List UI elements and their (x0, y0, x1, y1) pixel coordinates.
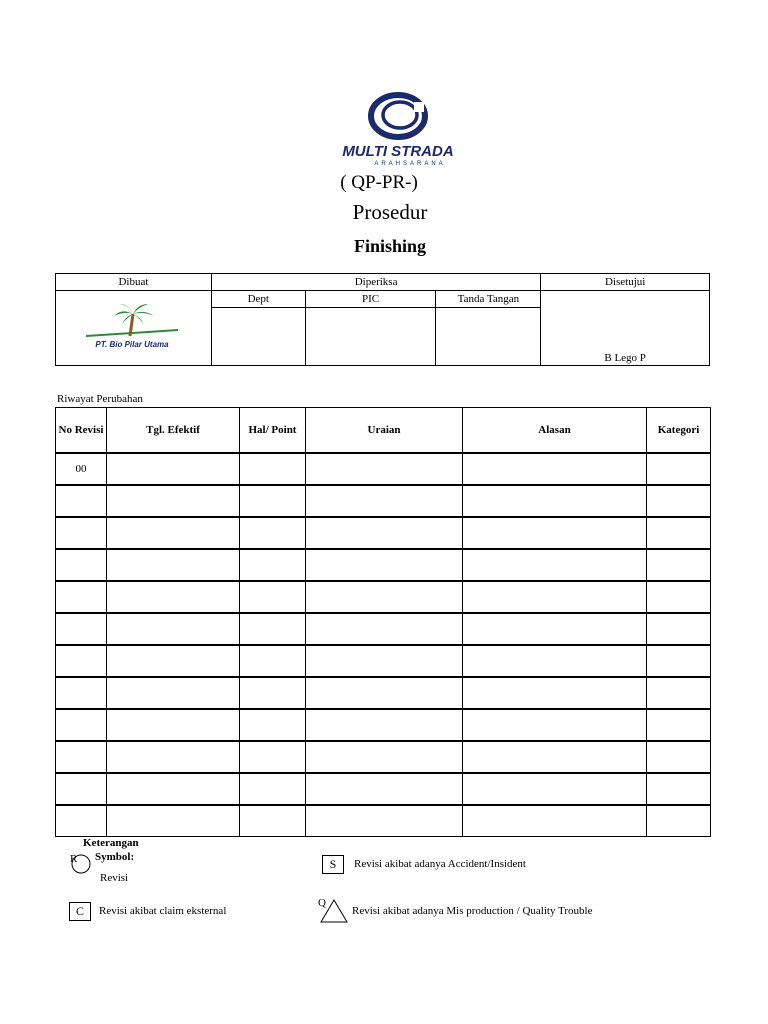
table-cell (240, 645, 306, 677)
table-cell (240, 549, 306, 581)
table-cell (463, 549, 647, 581)
pic-signature-cell (305, 308, 436, 366)
table-cell (56, 709, 107, 741)
table-cell (647, 453, 711, 485)
legend-symbol-q: Q (318, 897, 326, 909)
palm-tree-logo-icon (78, 302, 188, 352)
table-cell (306, 613, 463, 645)
pic-header: PIC (305, 291, 436, 308)
table-cell (107, 741, 240, 773)
column-header-kategori: Kategori (647, 408, 711, 454)
dibuat-header: Dibuat (56, 274, 212, 291)
table-cell (463, 709, 647, 741)
table-cell (306, 453, 463, 485)
table-row (56, 677, 711, 709)
table-cell (647, 709, 711, 741)
table-cell (306, 805, 463, 837)
table-cell (463, 453, 647, 485)
table-cell (306, 549, 463, 581)
table-cell (56, 517, 107, 549)
table-cell (647, 517, 711, 549)
logo-subtext: ARAHSARANA (374, 161, 446, 167)
table-cell (306, 741, 463, 773)
multi-strada-emblem-icon (328, 92, 468, 172)
multi-strada-logo (328, 92, 468, 172)
table-cell (306, 709, 463, 741)
column-header-tgl-efektif: Tgl. Efektif (107, 408, 240, 454)
table-cell (647, 805, 711, 837)
table-cell (463, 517, 647, 549)
table-cell (463, 485, 647, 517)
table-cell (107, 485, 240, 517)
document-code: ( QP-PR-) (340, 172, 418, 193)
legend-symbol-s: S (322, 855, 344, 874)
table-cell (240, 581, 306, 613)
legend-text-s: Revisi akibat adanya Accident/Insident (354, 858, 526, 870)
legend-text-c: Revisi akibat claim eksternal (99, 905, 227, 917)
table-row (56, 453, 711, 485)
approval-table (55, 273, 710, 366)
revision-history-table (55, 407, 711, 837)
column-header-alasan: Alasan (463, 408, 647, 454)
diperiksa-header: Diperiksa (211, 274, 540, 291)
table-cell (647, 581, 711, 613)
table-cell (56, 773, 107, 805)
table-cell (463, 741, 647, 773)
dept-signature-cell (211, 308, 305, 366)
table-cell (647, 773, 711, 805)
table-cell (463, 613, 647, 645)
legend-title-line2: Symbol: (95, 851, 135, 863)
table-row (56, 581, 711, 613)
dept-header: Dept (211, 291, 305, 308)
company-logo-cell (56, 291, 212, 366)
document-title: Prosedur (352, 200, 428, 224)
table-cell (240, 709, 306, 741)
table-cell (306, 517, 463, 549)
table-cell (107, 549, 240, 581)
disetujui-header: Disetujui (541, 274, 710, 291)
document-subtitle: Finishing (353, 236, 427, 256)
table-cell (463, 677, 647, 709)
logo-wordmark: MULTI STRADA (342, 143, 454, 160)
table-cell (240, 613, 306, 645)
table-row (56, 517, 711, 549)
column-header-hal-point: Hal/ Point (240, 408, 306, 454)
table-cell (107, 709, 240, 741)
table-cell (463, 581, 647, 613)
table-cell (107, 773, 240, 805)
table-cell (56, 485, 107, 517)
table-cell (240, 517, 306, 549)
table-cell (463, 805, 647, 837)
table-cell (647, 485, 711, 517)
table-cell (647, 613, 711, 645)
table-row (56, 485, 711, 517)
column-header-no-revisi: No Revisi (56, 408, 107, 454)
table-cell (56, 549, 107, 581)
table-cell (647, 645, 711, 677)
table-cell (463, 773, 647, 805)
table-cell (107, 581, 240, 613)
table-cell (306, 581, 463, 613)
table-cell (107, 677, 240, 709)
company-logo-text: PT. Bio Pilar Utama (95, 339, 170, 349)
approver-name: B Lego P (541, 291, 710, 366)
legend-text-r: Revisi (100, 872, 129, 884)
table-row (56, 709, 711, 741)
table-cell (306, 677, 463, 709)
table-cell (56, 645, 107, 677)
table-row (56, 805, 711, 837)
table-cell (240, 485, 306, 517)
column-header-uraian: Uraian (306, 408, 463, 454)
table-cell (306, 773, 463, 805)
table-cell (240, 805, 306, 837)
table-cell (240, 677, 306, 709)
table-cell (107, 517, 240, 549)
table-cell (107, 805, 240, 837)
table-cell (647, 549, 711, 581)
table-row (56, 645, 711, 677)
table-cell (463, 645, 647, 677)
history-caption: Riwayat Perubahan (57, 393, 143, 405)
tanda-tangan-header: Tanda Tangan (436, 291, 541, 308)
legend-symbol-r: R (70, 853, 78, 865)
table-cell (56, 581, 107, 613)
table-cell (647, 741, 711, 773)
table-cell (107, 453, 240, 485)
table-cell (240, 773, 306, 805)
table-row (56, 741, 711, 773)
table-cell (56, 805, 107, 837)
legend-text-q: Revisi akibat adanya Mis production / Quality Trouble (352, 905, 593, 917)
table-cell (306, 645, 463, 677)
tanda-tangan-signature-cell (436, 308, 541, 366)
table-row (56, 549, 711, 581)
table-row (56, 613, 711, 645)
table-cell (240, 453, 306, 485)
table-cell (56, 741, 107, 773)
table-cell (56, 613, 107, 645)
table-row (56, 773, 711, 805)
legend-title-line1: Keterangan (83, 837, 139, 849)
table-cell (107, 613, 240, 645)
table-cell: 00 (56, 453, 107, 485)
legend-symbol-c: C (69, 902, 91, 921)
table-cell (56, 677, 107, 709)
table-cell (240, 741, 306, 773)
table-cell (107, 645, 240, 677)
table-cell (647, 677, 711, 709)
table-cell (306, 485, 463, 517)
